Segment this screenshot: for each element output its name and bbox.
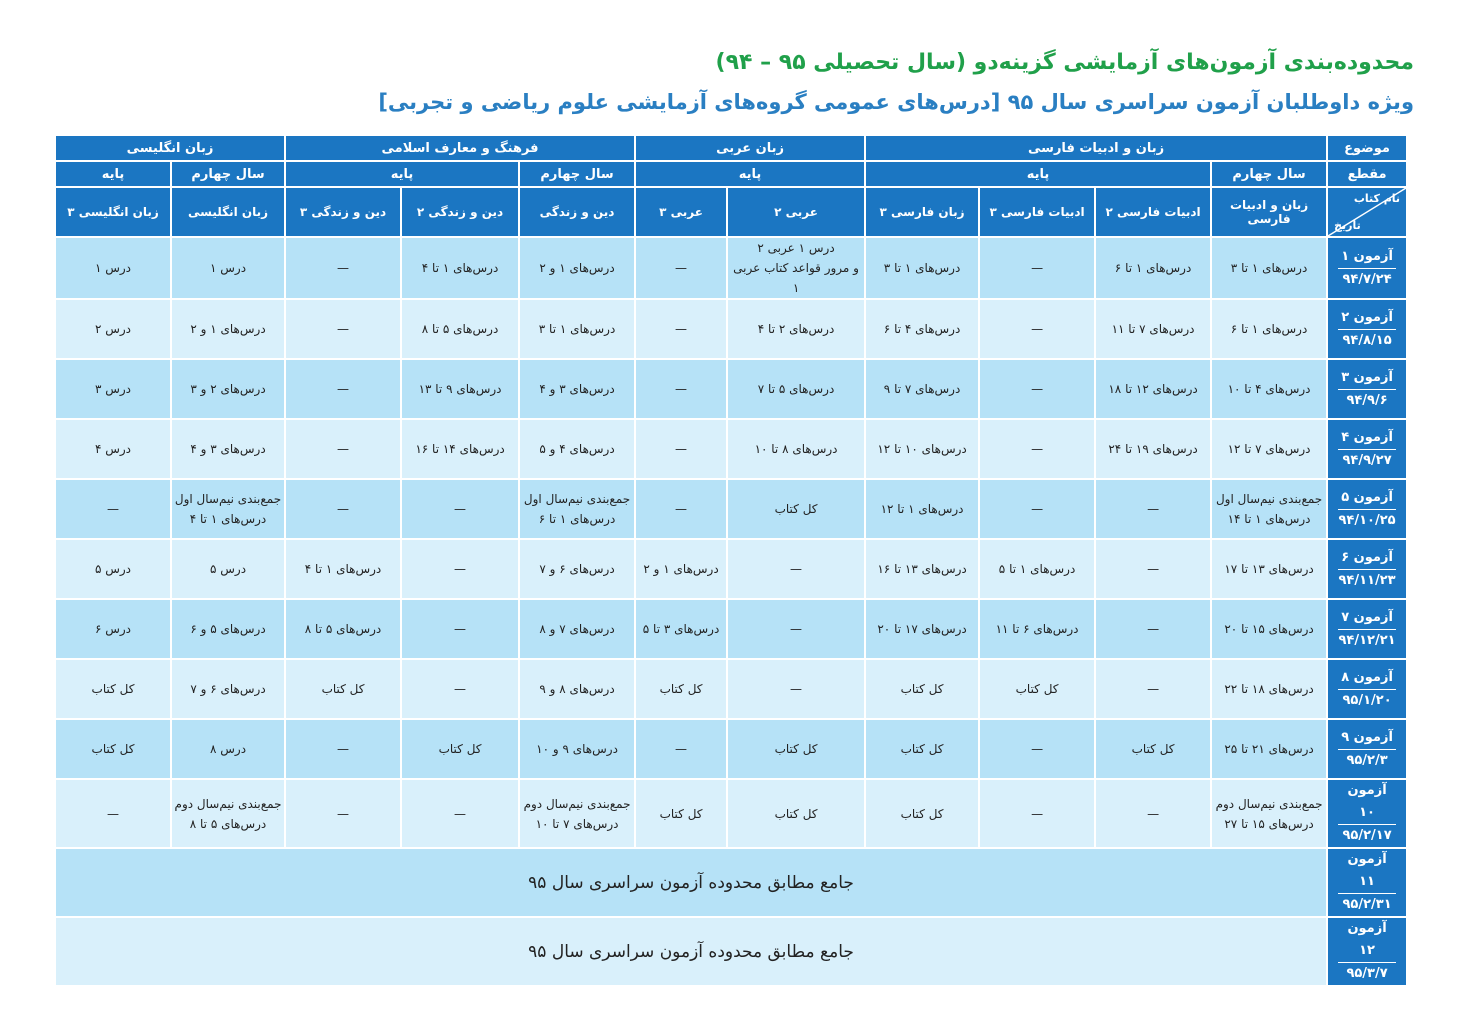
book-date-corner <box>1327 187 1407 237</box>
schedule-cell: کل کتاب <box>635 659 727 719</box>
schedule-cell: — <box>1095 659 1211 719</box>
table-row <box>55 479 1407 539</box>
schedule-cell: — <box>285 719 401 779</box>
schedule-cell: — <box>285 359 401 419</box>
schedule-cell: درس‌های ۱ و ۲ <box>171 299 285 359</box>
schedule-cell: کل کتاب <box>285 659 401 719</box>
table-row <box>55 299 1407 359</box>
schedule-cell: — <box>635 479 727 539</box>
schedule-cell: درس‌های ۴ تا ۶ <box>865 299 979 359</box>
schedule-cell: درس‌های ۳ و ۴ <box>171 419 285 479</box>
level-cell: پایه <box>865 161 1211 187</box>
cell-line: درس‌های ۵ تا ۸ <box>189 816 267 831</box>
schedule-cell: — <box>1095 599 1211 659</box>
exam-label-cell <box>1327 419 1407 479</box>
schedule-cell: درس ۵ <box>171 539 285 599</box>
exam-date: ۹۵/۱/۲۰ <box>1342 692 1392 708</box>
book-header: عربی ۳ <box>635 187 727 237</box>
schedule-cell: — <box>401 479 519 539</box>
schedule-cell: درس‌های ۷ تا ۱۲ <box>1211 419 1327 479</box>
schedule-cell: کل کتاب <box>865 779 979 848</box>
page-title: محدوده‌بندی آزمون‌های آزمایشی گزینه‌دو (سال تحصیلی ۹۵ – ۹۴) <box>715 50 1414 75</box>
schedule-cell: درس‌های ۱ تا ۴ <box>285 539 401 599</box>
exam-name: آزمون ۱ <box>1338 246 1396 269</box>
schedule-cell: — <box>55 779 171 848</box>
exam-label-cell <box>1327 299 1407 359</box>
schedule-cell: درس‌های ۵ تا ۸ <box>401 299 519 359</box>
exam-label-cell <box>1327 599 1407 659</box>
book-header: عربی ۲ <box>727 187 865 237</box>
exam-date: ۹۵/۲/۱۷ <box>1342 828 1392 843</box>
schedule-cell: — <box>401 779 519 848</box>
schedule-cell <box>519 779 635 848</box>
book-header: زبان انگلیسی <box>171 187 285 237</box>
schedule-cell <box>1211 479 1327 539</box>
level-cell: سال چهارم <box>171 161 285 187</box>
schedule-cell: درس‌های ۷ تا ۹ <box>865 359 979 419</box>
schedule-cell: — <box>727 599 865 659</box>
exam-date: ۹۴/۷/۲۴ <box>1342 271 1392 287</box>
schedule-cell: درس‌های ۱ و ۲ <box>635 539 727 599</box>
group-english: زبان انگلیسی <box>55 135 285 161</box>
table-row <box>55 539 1407 599</box>
schedule-cell: — <box>635 299 727 359</box>
table-row <box>55 419 1407 479</box>
cell-line: درس‌های ۱ تا ۱۴ <box>1227 512 1311 526</box>
schedule-cell: کل کتاب <box>55 719 171 779</box>
schedule-cell: درس‌های ۸ تا ۱۰ <box>727 419 865 479</box>
schedule-cell: درس‌های ۱۵ تا ۲۰ <box>1211 599 1327 659</box>
level-cell: سال چهارم <box>1211 161 1327 187</box>
schedule-cell: — <box>285 779 401 848</box>
exam-label-cell <box>1327 359 1407 419</box>
schedule-cell: درس‌های ۲ تا ۴ <box>727 299 865 359</box>
level-cell: پایه <box>285 161 519 187</box>
schedule-cell: درس ۸ <box>171 719 285 779</box>
cell-line: جمع‌بندی نیم‌سال اول <box>1215 492 1323 506</box>
schedule-cell: درس‌های ۱ و ۲ <box>519 237 635 299</box>
schedule-cell: — <box>1095 479 1211 539</box>
schedule-cell: — <box>635 719 727 779</box>
schedule-cell <box>727 237 865 299</box>
book-header: ادبیات فارسی ۲ <box>1095 187 1211 237</box>
exam-name: آزمون ۱۲ <box>1338 918 1396 963</box>
subject-label: موضوع <box>1327 135 1407 161</box>
schedule-cell <box>171 779 285 848</box>
cell-line: جمع‌بندی نیم‌سال اول <box>174 492 282 506</box>
schedule-cell: درس ۶ <box>55 599 171 659</box>
table-row <box>55 659 1407 719</box>
schedule-cell: درس‌های ۵ تا ۷ <box>727 359 865 419</box>
schedule-cell: — <box>285 419 401 479</box>
cell-line: جمع‌بندی نیم‌سال دوم <box>523 796 631 811</box>
schedule-cell: درس‌های ۱۸ تا ۲۲ <box>1211 659 1327 719</box>
schedule-cell: درس‌های ۱ تا ۱۲ <box>865 479 979 539</box>
exam-name: آزمون ۴ <box>1338 427 1396 450</box>
table-row <box>55 237 1407 299</box>
exam-name: آزمون ۵ <box>1338 487 1396 510</box>
schedule-cell <box>519 479 635 539</box>
schedule-cell: — <box>979 419 1095 479</box>
table-row <box>55 599 1407 659</box>
exam-label-cell <box>1327 719 1407 779</box>
schedule-cell: کل کتاب <box>401 719 519 779</box>
cell-line: و مرور قواعد کتاب عربی ۱ <box>733 261 859 295</box>
schedule-cell: درس‌های ۶ تا ۱۱ <box>979 599 1095 659</box>
exam-label-cell <box>1327 917 1407 986</box>
schedule-cell: درس‌های ۱ تا ۶ <box>1211 299 1327 359</box>
schedule-cell: درس‌های ۲ و ۳ <box>171 359 285 419</box>
exam-name: آزمون ۲ <box>1338 307 1396 330</box>
schedule-cell: — <box>635 419 727 479</box>
schedule-cell: — <box>285 237 401 299</box>
exam-name: آزمون ۶ <box>1338 547 1396 570</box>
exam-label-cell <box>1327 779 1407 848</box>
table-row-full <box>55 848 1407 917</box>
schedule-cell: درس‌های ۱ تا ۳ <box>519 299 635 359</box>
table-row <box>55 779 1407 848</box>
schedule-cell: درس‌های ۴ و ۵ <box>519 419 635 479</box>
exam-schedule-table <box>54 134 1408 987</box>
schedule-cell: — <box>727 659 865 719</box>
schedule-cell: درس‌های ۱۰ تا ۱۲ <box>865 419 979 479</box>
schedule-cell: درس‌های ۱ تا ۵ <box>979 539 1095 599</box>
book-header: دین و زندگی ۳ <box>285 187 401 237</box>
level-cell: سال چهارم <box>519 161 635 187</box>
schedule-cell: درس‌های ۱۳ تا ۱۷ <box>1211 539 1327 599</box>
schedule-cell: درس‌های ۱ تا ۴ <box>401 237 519 299</box>
schedule-cell: — <box>1095 539 1211 599</box>
schedule-cell: درس‌های ۱۷ تا ۲۰ <box>865 599 979 659</box>
exam-name: آزمون ۹ <box>1338 727 1396 750</box>
exam-label-cell <box>1327 237 1407 299</box>
page-subtitle: ویژه داوطلبان آزمون سراسری سال ۹۵ [درس‌های عمومی گروه‌های آزمایشی علوم ریاضی و تجربی] <box>378 90 1414 114</box>
exam-name: آزمون ۷ <box>1338 607 1396 630</box>
schedule-cell: کل کتاب <box>727 479 865 539</box>
schedule-cell: درس‌های ۶ و ۷ <box>519 539 635 599</box>
exam-name: آزمون ۳ <box>1338 367 1396 390</box>
schedule-cell: کل کتاب <box>865 719 979 779</box>
schedule-cell: درس ۵ <box>55 539 171 599</box>
schedule-cell: درس ۱ <box>55 237 171 299</box>
exam-label-cell <box>1327 479 1407 539</box>
schedule-cell: — <box>55 479 171 539</box>
schedule-cell: درس‌های ۱۴ تا ۱۶ <box>401 419 519 479</box>
schedule-cell <box>171 479 285 539</box>
schedule-cell: درس‌های ۶ و ۷ <box>171 659 285 719</box>
schedule-cell: درس‌های ۱ تا ۳ <box>865 237 979 299</box>
exam-date: ۹۵/۲/۳ <box>1346 752 1388 768</box>
schedule-cell <box>1211 779 1327 848</box>
schedule-cell: درس‌های ۷ تا ۱۱ <box>1095 299 1211 359</box>
schedule-cell: درس‌های ۱۲ تا ۱۸ <box>1095 359 1211 419</box>
schedule-cell: درس‌های ۱ تا ۳ <box>1211 237 1327 299</box>
schedule-cell: — <box>635 359 727 419</box>
group-islamic: فرهنگ و معارف اسلامی <box>285 135 635 161</box>
schedule-cell: کل کتاب <box>727 719 865 779</box>
table-row <box>55 719 1407 779</box>
exam-date: ۹۵/۳/۷ <box>1346 966 1388 981</box>
cell-line: جمع‌بندی نیم‌سال دوم <box>174 796 282 811</box>
table-row-full <box>55 917 1407 986</box>
cell-line: درس‌های ۱ تا ۶ <box>538 512 616 526</box>
book-header: ادبیات فارسی ۳ <box>979 187 1095 237</box>
exam-date: ۹۴/۹/۲۷ <box>1342 452 1392 468</box>
level-cell: پایه <box>55 161 171 187</box>
exam-date: ۹۴/۱۲/۲۱ <box>1338 632 1396 648</box>
date-label: تاریخ <box>1334 219 1361 232</box>
exam-label-cell <box>1327 539 1407 599</box>
schedule-cell: — <box>979 479 1095 539</box>
schedule-cell: درس‌های ۹ و ۱۰ <box>519 719 635 779</box>
exam-date: ۹۴/۱۱/۲۳ <box>1338 572 1396 588</box>
book-header: دین و زندگی <box>519 187 635 237</box>
cell-line: درس‌های ۱۵ تا ۲۷ <box>1224 816 1314 831</box>
schedule-cell: درس‌های ۵ تا ۸ <box>285 599 401 659</box>
table-row <box>55 359 1407 419</box>
schedule-cell: درس‌های ۱۹ تا ۲۴ <box>1095 419 1211 479</box>
comprehensive-cell: جامع مطابق محدوده آزمون سراسری سال ۹۵ <box>55 917 1327 986</box>
level-cell: پایه <box>635 161 865 187</box>
cell-line: درس‌های ۱ تا ۴ <box>189 512 267 526</box>
schedule-cell: کل کتاب <box>979 659 1095 719</box>
schedule-cell: — <box>401 659 519 719</box>
cell-line: درس ۱ عربی ۲ <box>757 241 835 255</box>
schedule-cell: درس ۳ <box>55 359 171 419</box>
exam-name: آزمون ۸ <box>1338 667 1396 690</box>
schedule-cell: کل کتاب <box>55 659 171 719</box>
schedule-cell: — <box>401 599 519 659</box>
book-label: نام کتاب <box>1353 192 1401 205</box>
exam-name: آزمون ۱۰ <box>1338 780 1396 825</box>
cell-line: درس‌های ۷ تا ۱۰ <box>535 816 619 831</box>
schedule-cell: — <box>635 237 727 299</box>
group-arabic: زبان عربی <box>635 135 865 161</box>
level-label: مقطع <box>1327 161 1407 187</box>
schedule-cell: — <box>979 299 1095 359</box>
exam-name: آزمون ۱۱ <box>1338 849 1396 894</box>
schedule-cell: درس‌های ۲۱ تا ۲۵ <box>1211 719 1327 779</box>
schedule-cell: — <box>1095 779 1211 848</box>
schedule-cell: — <box>727 539 865 599</box>
exam-label-cell <box>1327 848 1407 917</box>
group-persian: زبان و ادبیات فارسی <box>865 135 1327 161</box>
schedule-cell: — <box>979 779 1095 848</box>
schedule-cell: درس‌های ۷ و ۸ <box>519 599 635 659</box>
schedule-cell: کل کتاب <box>727 779 865 848</box>
book-header: زبان فارسی ۳ <box>865 187 979 237</box>
schedule-cell: درس‌های ۹ تا ۱۳ <box>401 359 519 419</box>
schedule-cell: درس‌های ۵ و ۶ <box>171 599 285 659</box>
book-header: دین و زندگی ۲ <box>401 187 519 237</box>
exam-date: ۹۴/۸/۱۵ <box>1342 332 1392 348</box>
schedule-cell: کل کتاب <box>865 659 979 719</box>
schedule-cell: درس‌های ۱ تا ۶ <box>1095 237 1211 299</box>
cell-line: جمع‌بندی نیم‌سال اول <box>523 492 631 506</box>
schedule-cell: — <box>979 359 1095 419</box>
schedule-cell: درس ۲ <box>55 299 171 359</box>
schedule-cell: درس‌های ۱۳ تا ۱۶ <box>865 539 979 599</box>
schedule-cell: درس ۴ <box>55 419 171 479</box>
schedule-cell: — <box>285 299 401 359</box>
exam-date: ۹۴/۱۰/۲۵ <box>1338 512 1396 528</box>
book-header: زبان انگلیسی ۳ <box>55 187 171 237</box>
schedule-cell: — <box>285 479 401 539</box>
schedule-cell: — <box>979 237 1095 299</box>
cell-line: جمع‌بندی نیم‌سال دوم <box>1215 796 1323 811</box>
schedule-cell: درس ۱ <box>171 237 285 299</box>
schedule-cell: — <box>401 539 519 599</box>
schedule-cell: کل کتاب <box>1095 719 1211 779</box>
schedule-cell: کل کتاب <box>635 779 727 848</box>
schedule-cell: درس‌های ۳ تا ۵ <box>635 599 727 659</box>
schedule-cell: — <box>979 719 1095 779</box>
comprehensive-cell: جامع مطابق محدوده آزمون سراسری سال ۹۵ <box>55 848 1327 917</box>
exam-label-cell <box>1327 659 1407 719</box>
schedule-cell: درس‌های ۳ و ۴ <box>519 359 635 419</box>
exam-date: ۹۴/۹/۶ <box>1346 392 1388 408</box>
book-header: زبان و ادبیات فارسی <box>1211 187 1327 237</box>
schedule-cell: درس‌های ۸ و ۹ <box>519 659 635 719</box>
exam-date: ۹۵/۲/۳۱ <box>1342 897 1392 912</box>
schedule-cell: درس‌های ۴ تا ۱۰ <box>1211 359 1327 419</box>
